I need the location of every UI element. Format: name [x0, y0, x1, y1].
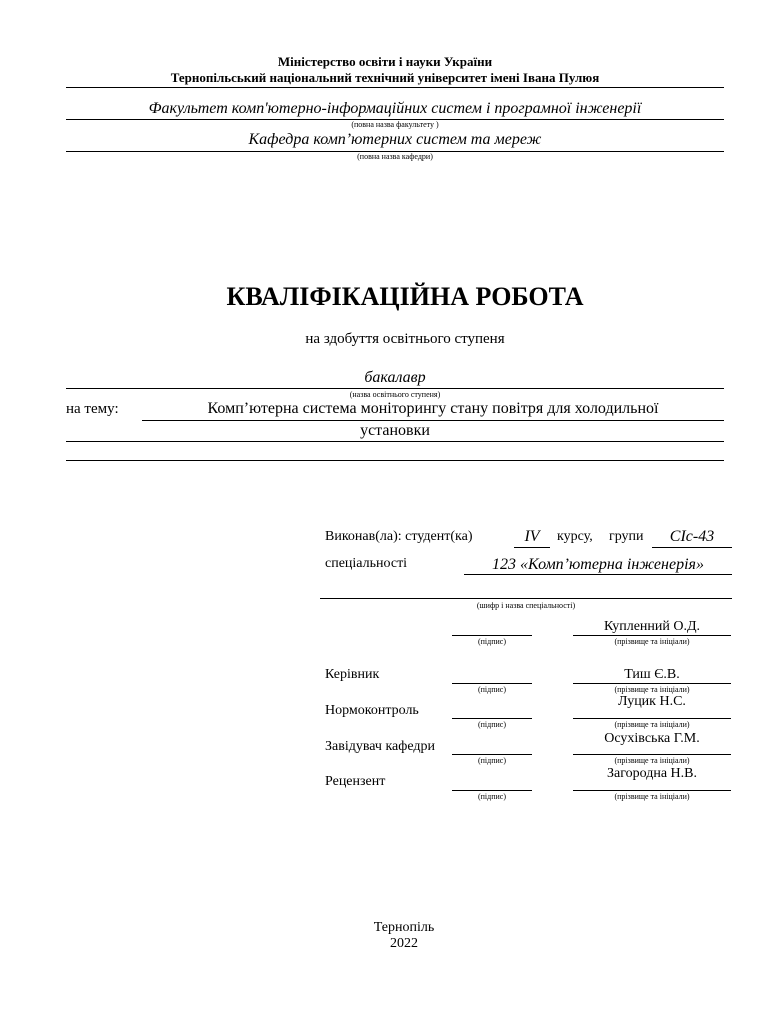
- topic-underline-3: [66, 460, 724, 461]
- specialty-caption: (шифр і назва спеціальності): [476, 601, 576, 610]
- specialty-label: спеціальності: [325, 556, 408, 571]
- name-caption: (прізвище та ініціали): [614, 637, 690, 646]
- document-subtitle: на здобуття освітнього ступеня: [305, 331, 505, 347]
- name-caption: (прізвище та ініціали): [614, 685, 690, 694]
- year: 2022: [390, 936, 418, 951]
- course-value: IV: [524, 528, 540, 545]
- name-line: [573, 635, 731, 636]
- student-label: Виконав(ла): студент(ка): [325, 529, 473, 544]
- topic-line-2: установки: [360, 422, 430, 439]
- specialty-value: 123 «Комп’ютерна інженерія»: [492, 556, 704, 573]
- role-name: Осухівська Г.М.: [604, 731, 700, 746]
- name-line: [573, 790, 731, 791]
- role-label: Керівник: [325, 667, 380, 682]
- department-name: Кафедра комп’ютерних систем та мереж: [248, 131, 542, 148]
- signature-line: [452, 754, 532, 755]
- name-caption: (прізвище та ініціали): [614, 756, 690, 765]
- role-name: Луцик Н.С.: [618, 694, 686, 709]
- faculty-name: Факультет комп'ютерно-інформаційних систем і програмної інженерії: [148, 100, 642, 117]
- role-label: Нормоконтроль: [325, 703, 419, 718]
- name-line: [573, 718, 731, 719]
- specialty-underline-2: [320, 598, 732, 599]
- signature-caption: (підпис): [477, 685, 506, 694]
- role-name: Тиш Є.В.: [624, 667, 680, 682]
- university-name: Тернопільський національний технічний університет імені Івана Пулюя: [170, 70, 600, 85]
- faculty-caption: (повна назва факультету ): [351, 120, 439, 129]
- course-label: курсу,: [557, 529, 593, 544]
- ministry-name: Міністерство освіти і науки України: [277, 54, 493, 69]
- topic-label: на тему:: [66, 401, 119, 417]
- role-label: Рецензент: [325, 774, 386, 789]
- name-caption: (прізвище та ініціали): [614, 720, 690, 729]
- role-label: Завідувач кафедри: [325, 739, 435, 754]
- group-value: СІс-43: [669, 528, 715, 545]
- signature-line: [452, 683, 532, 684]
- topic-line-1: Комп’ютерна система моніторингу стану повітря для холодильної: [207, 400, 659, 417]
- course-underline: [514, 547, 550, 548]
- name-line: [573, 754, 731, 755]
- signature-line: [452, 718, 532, 719]
- name-caption: (прізвище та ініціали): [614, 792, 690, 801]
- signature-caption: (підпис): [477, 792, 506, 801]
- name-line: [573, 683, 731, 684]
- degree-value: бакалавр: [364, 369, 426, 386]
- signature-caption: (підпис): [477, 720, 506, 729]
- specialty-underline: [464, 574, 732, 575]
- group-label: групи: [609, 529, 644, 544]
- signature-line: [452, 635, 532, 636]
- group-underline: [652, 547, 732, 548]
- role-name: Загородна Н.В.: [607, 766, 697, 781]
- divider: [66, 87, 724, 88]
- degree-caption: (назва освітнього ступеня): [349, 390, 441, 399]
- degree-underline: [66, 388, 724, 389]
- city: Тернопіль: [373, 920, 435, 935]
- signature-caption: (підпис): [477, 756, 506, 765]
- student-name: Купленний О.Д.: [603, 619, 701, 634]
- topic-underline-2: [66, 441, 724, 442]
- signature-line: [452, 790, 532, 791]
- document-title: КВАЛІФІКАЦІЙНА РОБОТА: [226, 282, 584, 311]
- department-caption: (повна назва кафедри): [357, 152, 433, 161]
- topic-underline-1: [142, 420, 724, 421]
- signature-caption: (підпис): [477, 637, 506, 646]
